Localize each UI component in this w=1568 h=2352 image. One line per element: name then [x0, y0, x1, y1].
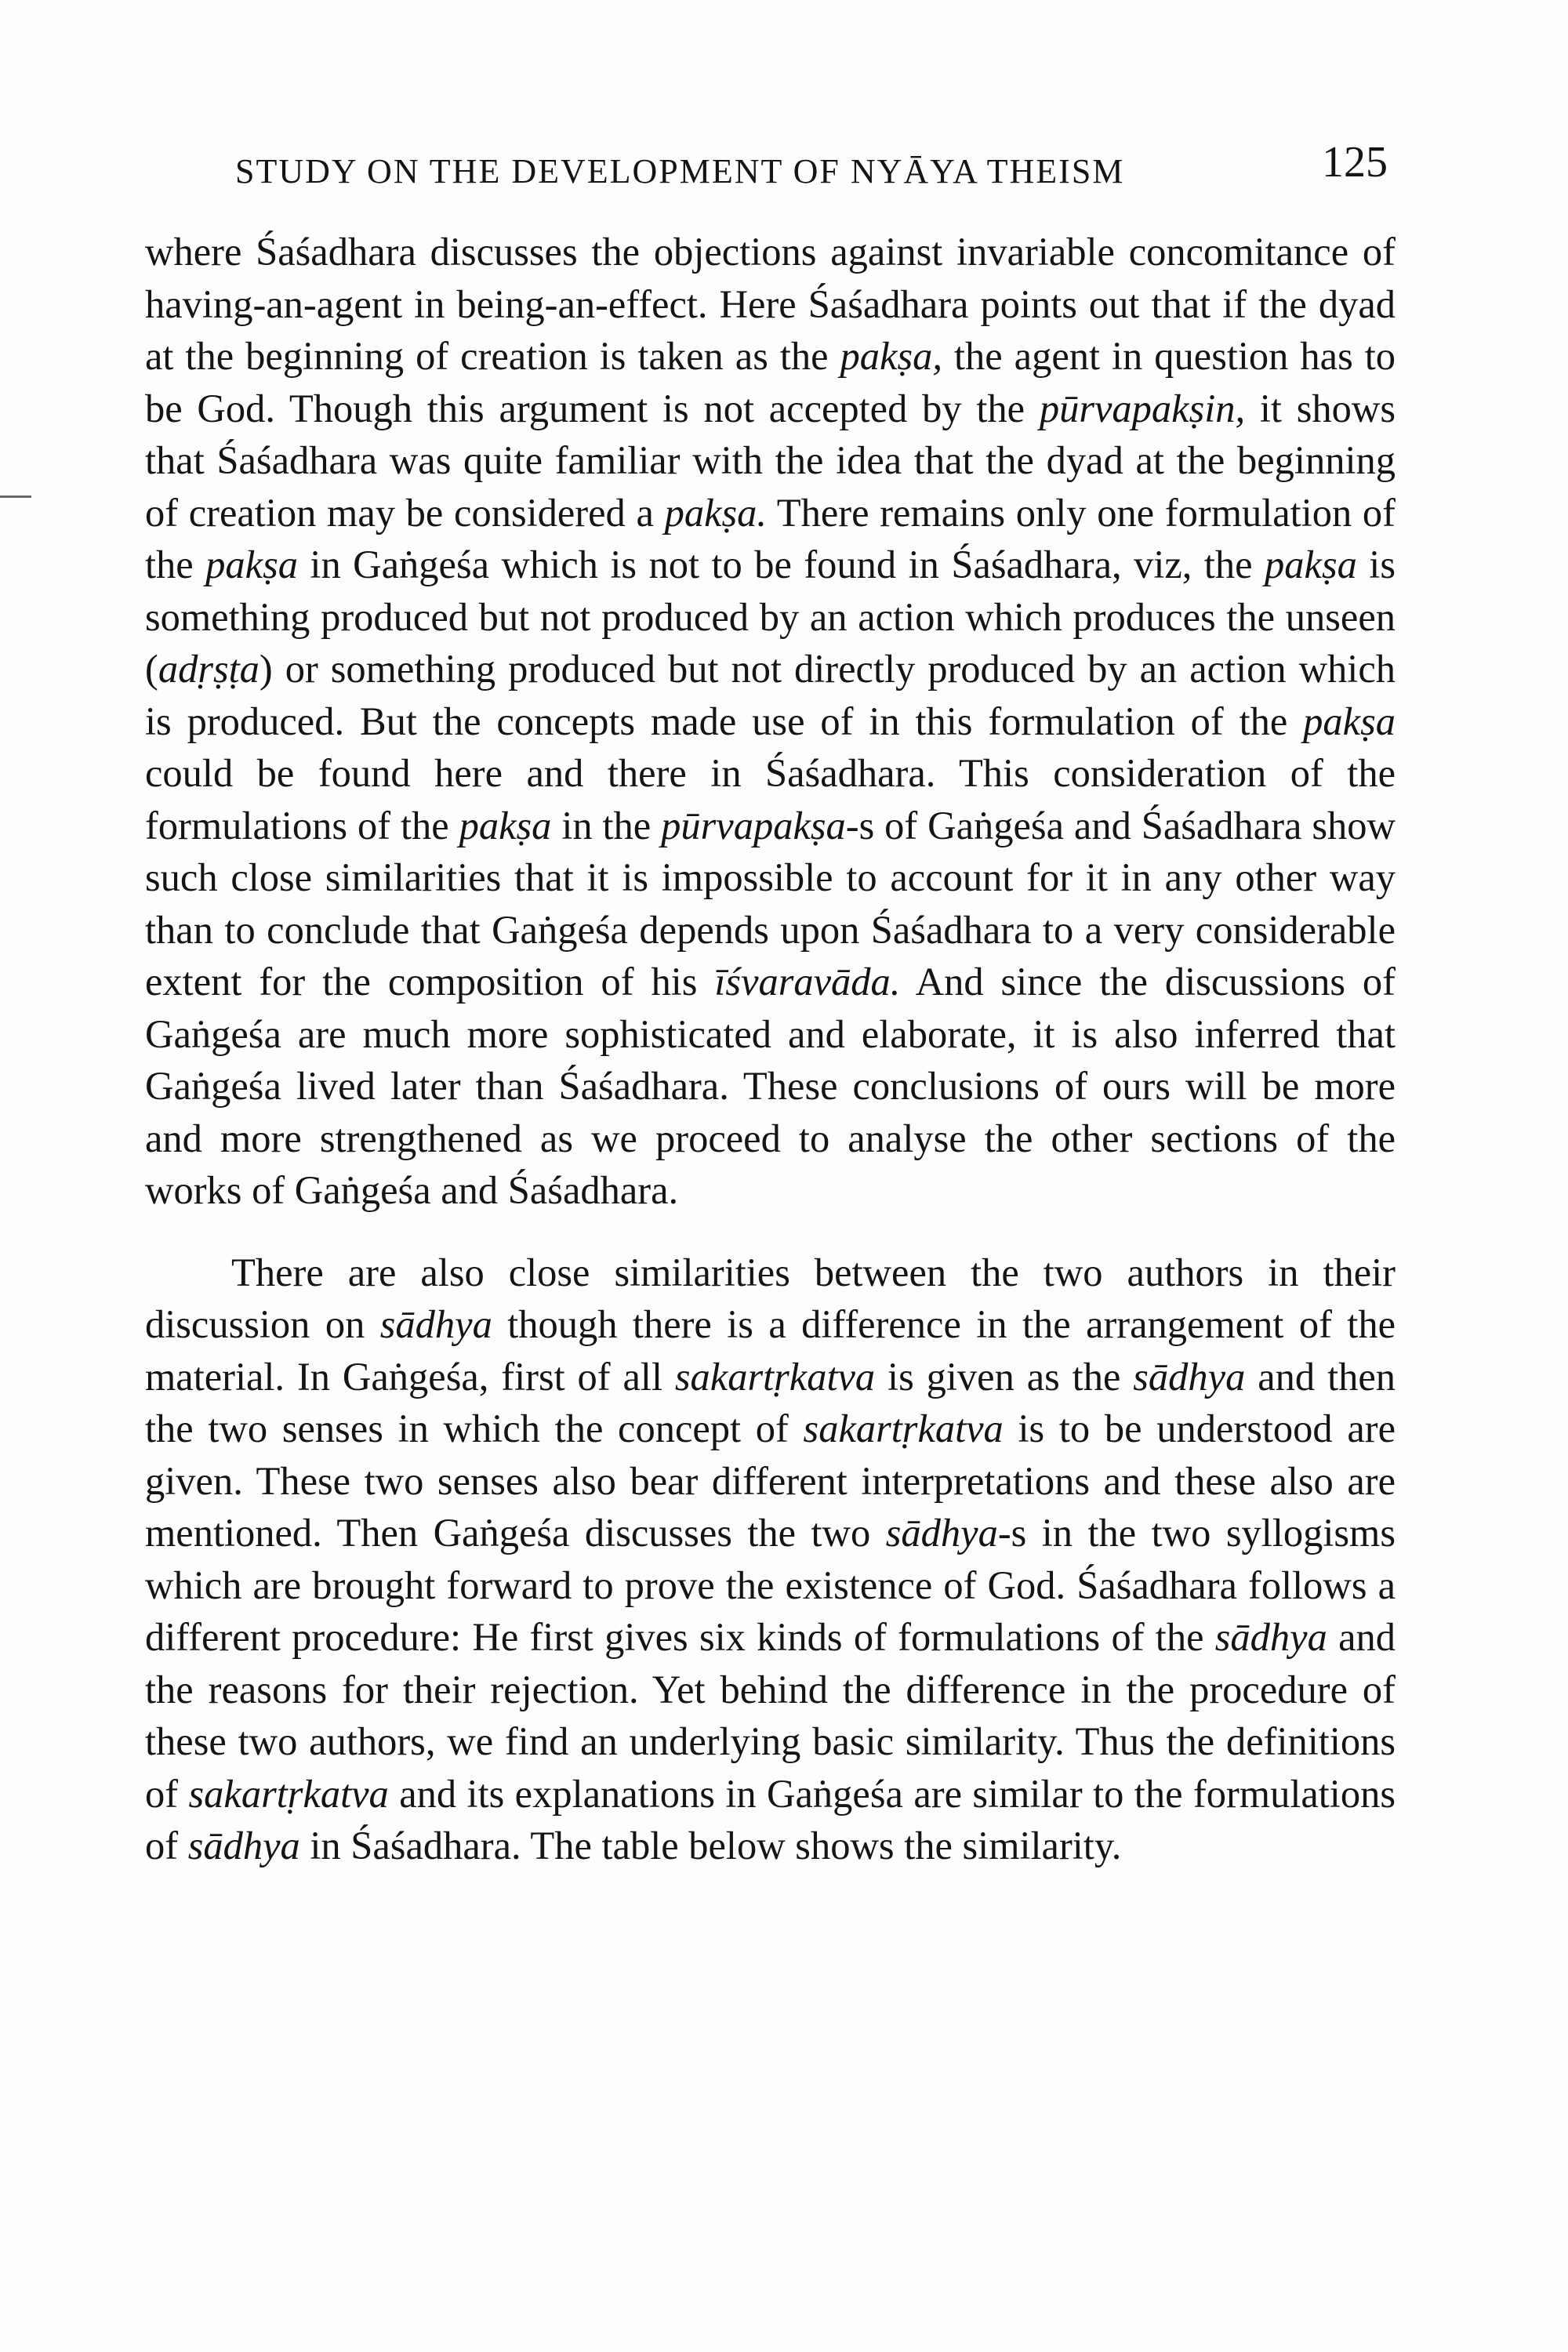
- text-run: is something produced but not produced by an action which produces the unseen (: [145, 543, 1396, 691]
- text-run: -s of Gaṅgeśa and Śaśadhara show such close similarities that it is impossible to account for it in any other way than to conclude that Gaṅgeśa depends upon Śaśadhara to a very considerable extent for the composition of his: [145, 803, 1396, 1004]
- italic-term: sakartṛkatva: [803, 1406, 1004, 1450]
- paragraph-1: [145, 226, 1396, 1217]
- text-run: -s in the two syllogisms which are brought forward to prove the existence of God. Śaśadhara follows a different procedure: He first gives six kinds of formulations of the: [145, 1511, 1396, 1659]
- text-run: could be found here and there in Śaśadhara. This consideration of the formulations of the: [145, 751, 1396, 848]
- paragraph-2: [145, 1247, 1396, 1872]
- italic-term: pakṣa,: [840, 334, 942, 378]
- text-run: and the reasons for their rejection. Yet behind the difference in the procedure of these two authors, we find an underlying basic similarity. Thus the definitions of: [145, 1615, 1396, 1816]
- text-run: ) or something produced but not directly produced by an action which is produced. But the concepts made use of in this formulation of the: [145, 647, 1396, 743]
- italic-term: sakartṛkatva: [188, 1771, 389, 1816]
- italic-term: pakṣa: [459, 803, 552, 848]
- text-run: in the: [551, 803, 662, 848]
- italic-term: pakṣa.: [664, 490, 768, 535]
- margin-mark: [0, 495, 31, 498]
- text-run: is given as the: [875, 1354, 1134, 1399]
- text-run: There are also close similarities between the two authors in their discussion on: [145, 1250, 1396, 1346]
- text-run: in Śaśadhara. The table below shows the similarity.: [299, 1824, 1122, 1867]
- italic-term: pakṣa: [1303, 699, 1396, 743]
- text-run: where Śaśadhara discusses the objections against invariable concomitance of having-an-agent in being-an-effect. Here Śaśadhara points out that if the dyad at the beginning of creation is taken as the: [145, 230, 1396, 378]
- italic-term: sādhya: [187, 1824, 300, 1867]
- italic-term: pūrvapakṣin,: [1039, 386, 1246, 430]
- italic-term: sādhya: [1133, 1354, 1246, 1399]
- running-head: [235, 137, 1388, 200]
- italic-term: adṛṣṭa: [158, 647, 260, 691]
- body-text: [145, 226, 1396, 1872]
- italic-term: pūrvapakṣa: [661, 803, 846, 848]
- text-run: There remains only one formulation of the: [145, 490, 1396, 586]
- italic-term: sakartṛkatva: [674, 1354, 876, 1399]
- text-run: and its explanations in Gaṅgeśa are similar to the formulations of: [145, 1771, 1396, 1867]
- italic-term: sādhya: [885, 1511, 998, 1555]
- text-run: and then the two senses in which the concept of: [145, 1354, 1396, 1450]
- text-run: And since the discussions of Gaṅgeśa are much more sophisticated and elaborate, it is also inferred that Gaṅgeśa lived later than Śaśadhara. These conclusions of ours will be more and more strengthened as we proceed to analyse the other sections of the works of Gaṅgeśa and Śaśadhara.: [145, 960, 1396, 1212]
- running-title: STUDY ON THE DEVELOPMENT OF NYĀYA THEISM: [235, 152, 1125, 191]
- text-run: though there is a difference in the arrangement of the material. In Gaṅgeśa, first of all: [145, 1302, 1396, 1399]
- italic-term: pakṣa: [205, 543, 298, 586]
- italic-term: pakṣa: [1265, 543, 1357, 586]
- italic-term: īśvaravāda.: [714, 960, 901, 1004]
- italic-term: sādhya: [379, 1302, 492, 1346]
- text-run: in Gaṅgeśa which is not to be found in Śaśadhara, viz, the: [297, 543, 1265, 586]
- italic-term: sādhya: [1214, 1615, 1327, 1659]
- text-run: is to be understood are given. These two senses also bear different interpretations and these also are mentioned. Then Gaṅgeśa discusses the two: [145, 1406, 1396, 1555]
- page-number: 125: [1322, 138, 1388, 187]
- text-run: the agent in question has to be God. Though this argument is not accepted by the: [145, 334, 1396, 430]
- text-run: it shows that Śaśadhara was quite familiar with the idea that the dyad at the beginning of creation may be considered a: [145, 386, 1396, 535]
